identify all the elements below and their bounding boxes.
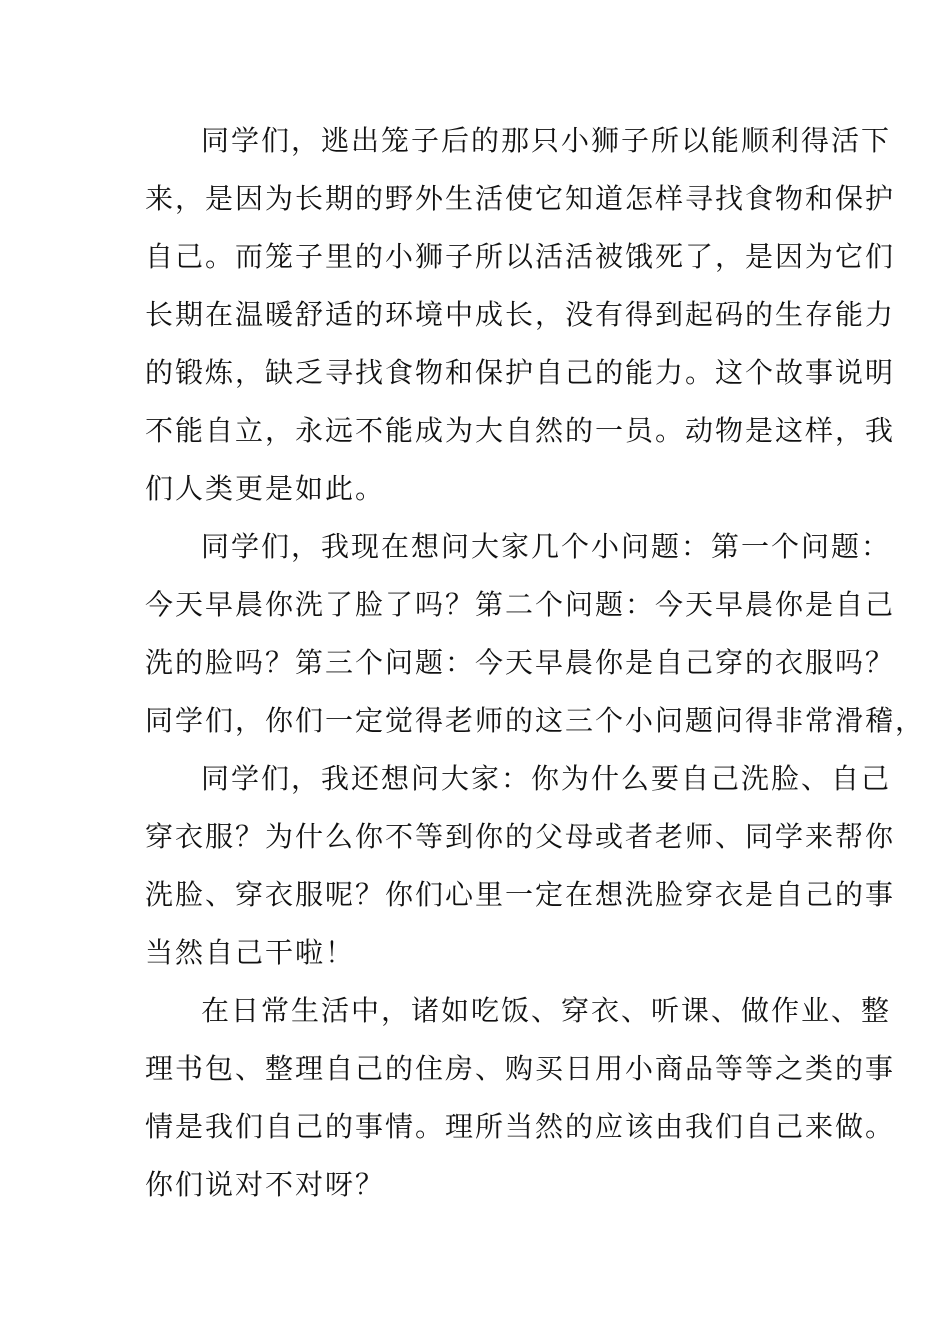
paragraph-3-line-3: 洗脸、穿衣服呢？你们心里一定在想洗脸穿衣是自己的事 (145, 878, 896, 911)
paragraph-2-line-2: 今天早晨你洗了脸了吗？第二个问题：今天早晨你是自己 (145, 588, 896, 621)
paragraph-4-line-4: 你们说对不对呀？ (145, 1168, 386, 1201)
paragraph-3-line-1: 同学们，我还想问大家：你为什么要自己洗脸、自己 (201, 762, 892, 795)
paragraph-3-line-4: 当然自己干啦！ (145, 936, 356, 969)
paragraph-4-line-3: 情是我们自己的事情。理所当然的应该由我们自己来做。 (145, 1110, 896, 1143)
paragraph-1-line-1: 同学们，逃出笼子后的那只小狮子所以能顺利得活下 (201, 124, 892, 157)
paragraph-2-line-1: 同学们，我现在想问大家几个小问题：第一个问题： (201, 530, 892, 563)
paragraph-4-line-1: 在日常生活中，诸如吃饭、穿衣、听课、做作业、整 (201, 994, 892, 1027)
paragraph-1-line-2: 来，是因为长期的野外生活使它知道怎样寻找食物和保护 (145, 182, 896, 215)
paragraph-3-line-2: 穿衣服？为什么你不等到你的父母或者老师、同学来帮你 (145, 820, 896, 853)
paragraph-2-line-4: 同学们，你们一定觉得老师的这三个小问题问得非常滑稽， (145, 704, 926, 737)
paragraph-1-line-4: 长期在温暖舒适的环境中成长，没有得到起码的生存能力 (145, 298, 896, 331)
paragraph-1-line-7: 们人类更是如此。 (145, 472, 386, 505)
paragraph-1-line-5: 的锻炼，缺乏寻找食物和保护自己的能力。这个故事说明 (145, 356, 896, 389)
paragraph-4-line-2: 理书包、整理自己的住房、购买日用小商品等等之类的事 (145, 1052, 896, 1085)
paragraph-1-line-3: 自己。而笼子里的小狮子所以活活被饿死了，是因为它们 (145, 240, 896, 273)
paragraph-1-line-6: 不能自立，永远不能成为大自然的一员。动物是这样，我 (145, 414, 896, 447)
paragraph-2-line-3: 洗的脸吗？第三个问题：今天早晨你是自己穿的衣服吗？ (145, 646, 896, 679)
